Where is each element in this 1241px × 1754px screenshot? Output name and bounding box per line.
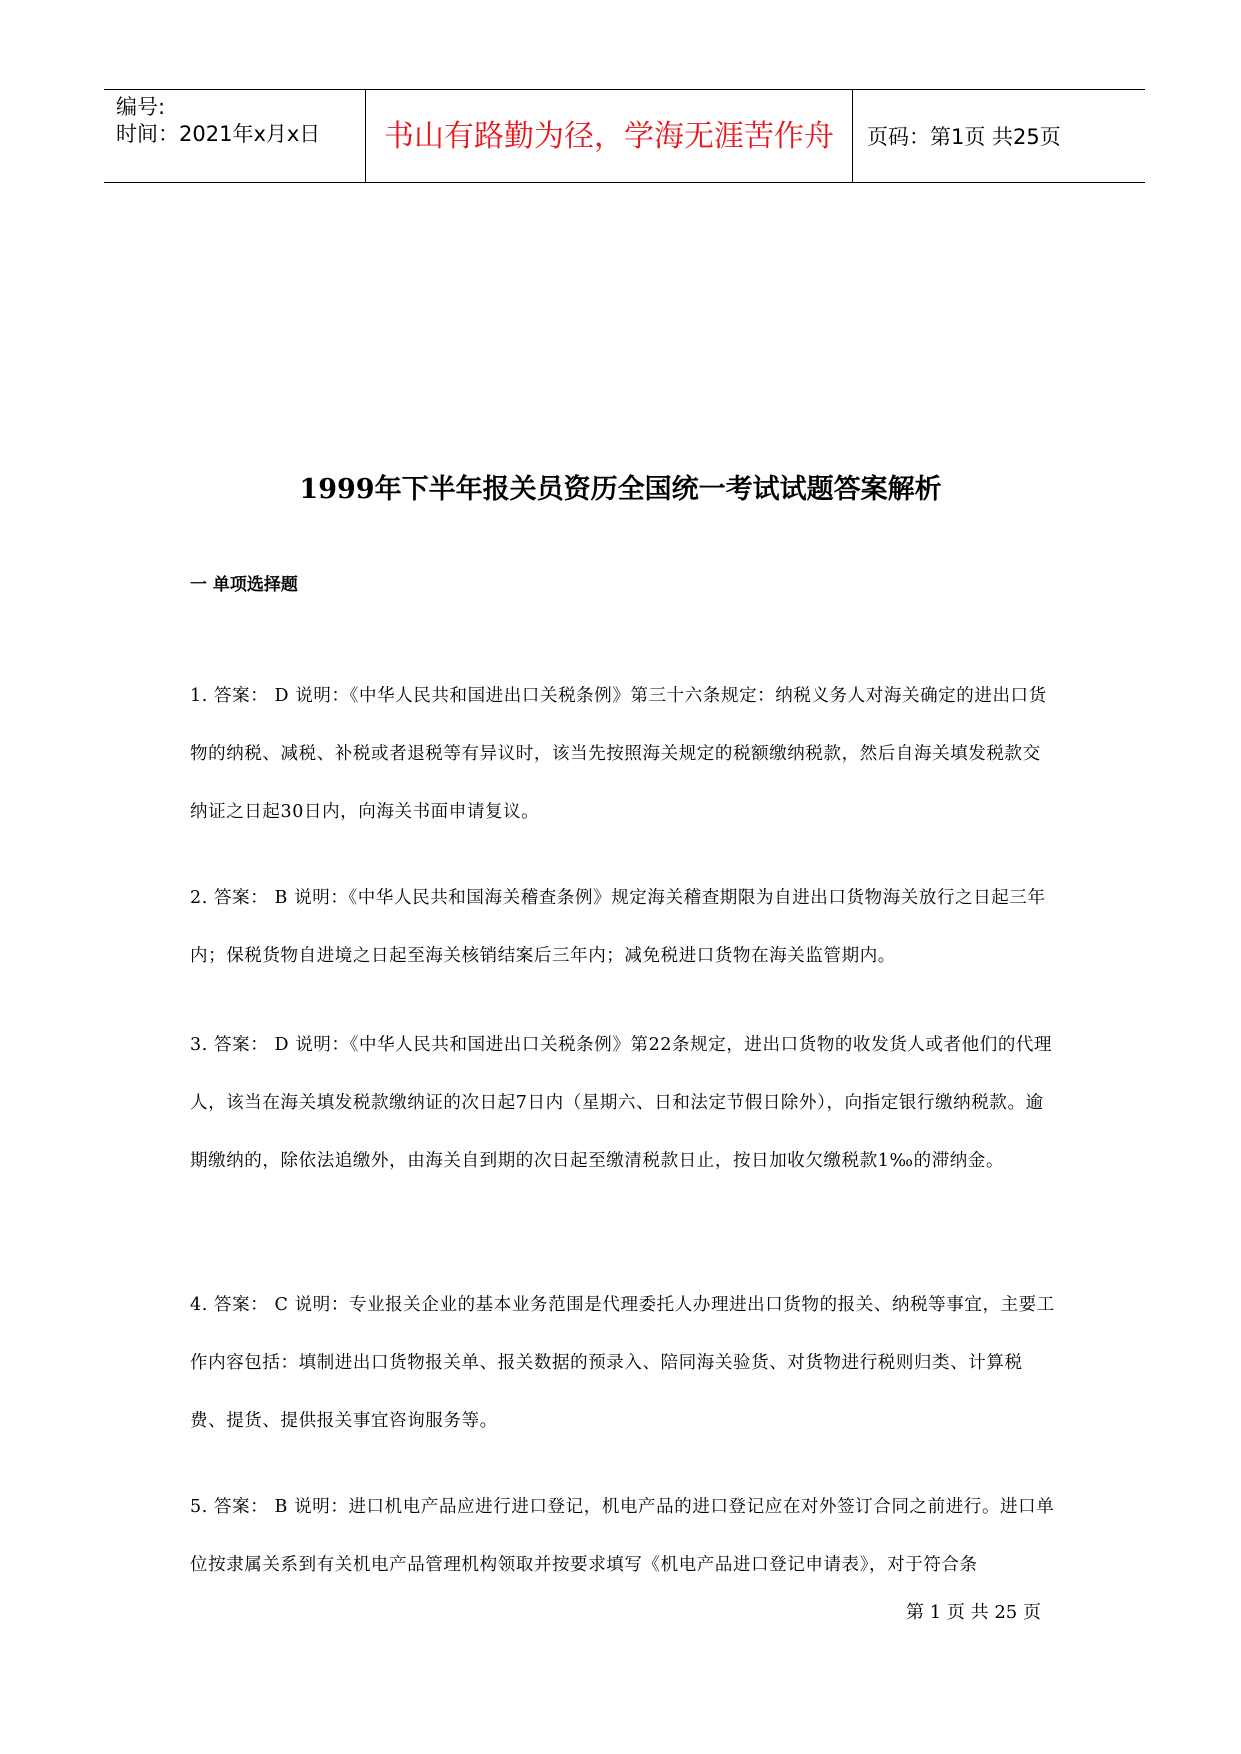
answer-text: 3. 答案： D 说明：《中华人民共和国进出口关税条例》第22条规定，进出口货物的收发货人或者他们的代理人，该当在海关填发税款缴纳证的次日起7日内（星期六、日和法定节假日除外），向指定银行缴纳税款。逾期缴纳的，除依法追缴外，由海关自到期的次日起至缴清税款日止，按日加收欠缴税款1‰的滞纳金。 — [190, 1035, 1053, 1171]
answer-paragraph-3 — [190, 1016, 1055, 1190]
answer-paragraph-5 — [190, 1478, 1055, 1594]
header-info-cell — [104, 90, 366, 182]
answer-text: 1. 答案： D 说明：《中华人民共和国进出口关税条例》第三十六条规定：纳税义务人对海关确定的进出口货物的纳税、减税、补税或者退税等有异议时，该当先按照海关规定的税额缴纳税款，然后自海关填发税款交纳证之日起30日内，向海关书面申请复议。 — [190, 686, 1047, 822]
document-time-label: 时间：2021年x月x日 — [116, 122, 321, 146]
section-heading: 一 单项选择题 — [190, 575, 298, 595]
answer-paragraph-1 — [190, 667, 1055, 841]
document-number-label: 编号: — [116, 95, 166, 119]
page-header — [104, 89, 1145, 183]
page-footer: 第 1 页 共 25 页 — [906, 1602, 1041, 1623]
answer-paragraph-4 — [190, 1276, 1055, 1450]
document-title: 1999年下半年报关员资历全国统一考试试题答案解析 — [299, 474, 942, 505]
header-page-label: 页码：第1页 共25页 — [867, 125, 1061, 149]
header-motto: 书山有路勤为径，学海无涯苦作舟 — [366, 90, 853, 182]
answer-text: 5. 答案： B 说明：进口机电产品应进行进口登记，机电产品的进口登记应在对外签订合同之前进行。进口单位按隶属关系到有关机电产品管理机构领取并按要求填写《机电产品进口登记申请表》，对于符合条 — [190, 1497, 1055, 1575]
answer-text: 4. 答案： C 说明：专业报关企业的基本业务范围是代理委托人办理进出口货物的报关、纳税等事宜，主要工作内容包括：填制进出口货物报关单、报关数据的预录入、陪同海关验货、对货物进行税则归类、计算税费、提货、提供报关事宜咨询服务等。 — [190, 1295, 1055, 1431]
answer-paragraph-2 — [190, 869, 1055, 985]
answer-text: 2. 答案： B 说明：《中华人民共和国海关稽查条例》规定海关稽查期限为自进出口货物海关放行之日起三年内；保税货物自进境之日起至海关核销结案后三年内；减免税进口货物在海关监管期内。 — [190, 888, 1046, 966]
